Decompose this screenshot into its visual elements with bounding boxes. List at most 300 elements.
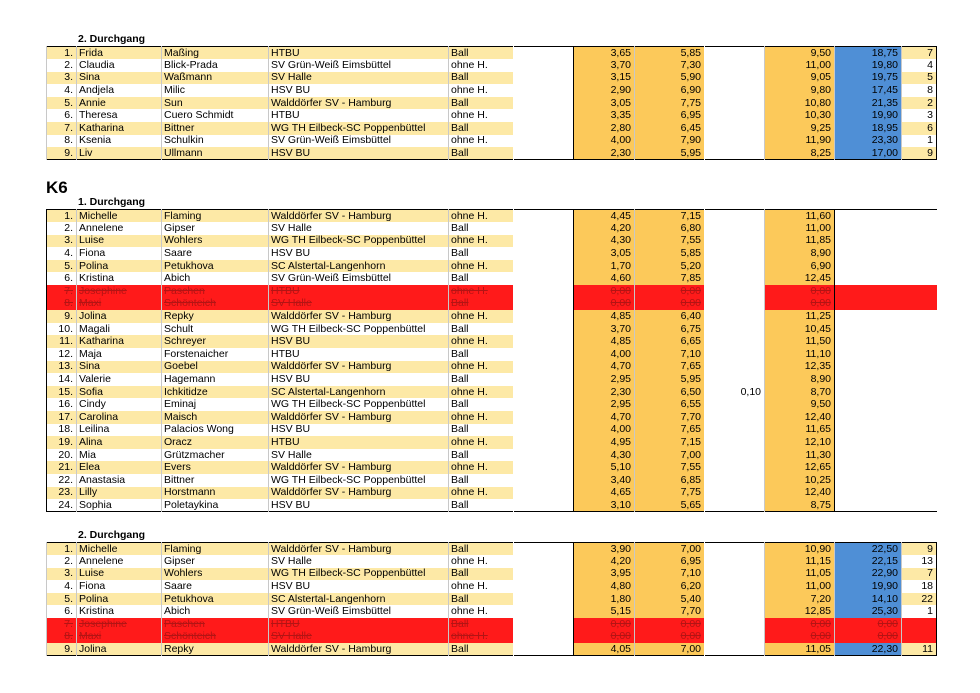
last-name: Horstmann (162, 487, 269, 500)
difficulty-score: 4,00 (574, 348, 635, 361)
difficulty-score: 2,30 (574, 147, 635, 160)
execution-score: 6,45 (635, 122, 705, 135)
round-score: 9,50 (765, 47, 835, 60)
round-score: 10,90 (765, 543, 835, 556)
execution-score: 6,55 (635, 398, 705, 411)
club-name: SV Halle (269, 555, 449, 568)
club-name: SC Alstertal-Langenhorn (269, 386, 449, 399)
round-score: 9,80 (765, 84, 835, 97)
penalty: 0,10 (705, 386, 765, 399)
club-name: HSV BU (269, 424, 449, 437)
club-name: SV Grün-Weiß Eimsbüttel (269, 135, 449, 148)
apparatus: Ball (449, 474, 514, 487)
apparatus: Ball (449, 122, 514, 135)
difficulty-score: 4,20 (574, 555, 635, 568)
club-name: SV Grün-Weiß Eimsbüttel (269, 605, 449, 618)
round-score: 11,85 (765, 235, 835, 248)
club-name: HSV BU (269, 247, 449, 260)
apparatus: Ball (449, 373, 514, 386)
gap-cell (514, 643, 574, 656)
round-score: 11,65 (765, 424, 835, 437)
last-name: Oracz (162, 436, 269, 449)
penalty (705, 323, 765, 336)
empty-cell (835, 487, 937, 500)
last-name: Grützmacher (162, 449, 269, 462)
penalty (705, 436, 765, 449)
gap-cell (514, 109, 574, 122)
table-row (47, 135, 937, 148)
penalty (705, 631, 765, 644)
gap-cell (514, 97, 574, 110)
rank: 5 (902, 72, 937, 85)
empty-cell (835, 499, 937, 512)
table-row (47, 543, 937, 556)
total-score: 21,35 (835, 97, 902, 110)
club-name: Walddörfer SV - Hamburg (269, 97, 449, 110)
total-score: 19,75 (835, 72, 902, 85)
club-name: HTBU (269, 436, 449, 449)
table-row-disqualified (47, 285, 937, 298)
gap-cell (514, 618, 574, 631)
penalty (705, 135, 765, 148)
start-number: 2. (47, 555, 77, 568)
club-name: SV Halle (269, 298, 449, 311)
rank: 1 (902, 605, 937, 618)
penalty (705, 72, 765, 85)
penalty (705, 568, 765, 581)
difficulty-score: 4,80 (574, 580, 635, 593)
execution-score: 7,70 (635, 605, 705, 618)
start-number: 1. (47, 543, 77, 556)
first-name: Ksenia (77, 135, 162, 148)
club-name: HSV BU (269, 84, 449, 97)
total-score: 17,45 (835, 84, 902, 97)
empty-cell (835, 373, 937, 386)
gap-cell (514, 147, 574, 160)
empty-cell (835, 348, 937, 361)
table-row (47, 260, 937, 273)
apparatus: ohne H. (449, 109, 514, 122)
execution-score: 6,75 (635, 323, 705, 336)
start-number: 7. (47, 122, 77, 135)
penalty (705, 247, 765, 260)
difficulty-score: 2,80 (574, 122, 635, 135)
round-score: 11,00 (765, 222, 835, 235)
empty-cell (835, 436, 937, 449)
table-row (47, 222, 937, 235)
table-row (47, 122, 937, 135)
penalty (705, 643, 765, 656)
apparatus: ohne H. (449, 487, 514, 500)
round-score: 12,10 (765, 436, 835, 449)
start-number: 4. (47, 84, 77, 97)
difficulty-score: 4,70 (574, 411, 635, 424)
apparatus: ohne H. (449, 84, 514, 97)
apparatus: Ball (449, 47, 514, 60)
rank: 9 (902, 147, 937, 160)
difficulty-score: 1,70 (574, 260, 635, 273)
rank: 8 (902, 84, 937, 97)
club-name: WG TH Eilbeck-SC Poppenbüttel (269, 474, 449, 487)
start-number: 22. (47, 474, 77, 487)
execution-score: 6,95 (635, 555, 705, 568)
empty-cell (835, 310, 937, 323)
last-name: Abich (162, 605, 269, 618)
rank: 9 (902, 543, 937, 556)
first-name: Annelene (77, 555, 162, 568)
club-name: WG TH Eilbeck-SC Poppenbüttel (269, 235, 449, 248)
table-row (47, 247, 937, 260)
club-name: HTBU (269, 109, 449, 122)
difficulty-score: 4,85 (574, 310, 635, 323)
difficulty-score: 0,00 (574, 631, 635, 644)
table-row (47, 47, 937, 60)
penalty (705, 361, 765, 374)
empty-cell (835, 210, 937, 223)
start-number: 5. (47, 97, 77, 110)
difficulty-score: 4,95 (574, 436, 635, 449)
first-name: Maxi (77, 298, 162, 311)
first-name: Annelene (77, 222, 162, 235)
total-score: 22,15 (835, 555, 902, 568)
rank: 2 (902, 97, 937, 110)
last-name: Schulkin (162, 135, 269, 148)
club-name: SV Halle (269, 222, 449, 235)
difficulty-score: 0,00 (574, 298, 635, 311)
start-number: 12. (47, 348, 77, 361)
last-name: Forstenaicher (162, 348, 269, 361)
apparatus: ohne H. (449, 285, 514, 298)
round-score: 11,30 (765, 449, 835, 462)
start-number: 9. (47, 310, 77, 323)
penalty (705, 210, 765, 223)
difficulty-score: 4,20 (574, 222, 635, 235)
difficulty-score: 4,00 (574, 424, 635, 437)
first-name: Katharina (77, 122, 162, 135)
start-number: 7. (47, 285, 77, 298)
club-name: Walddörfer SV - Hamburg (269, 543, 449, 556)
first-name: Michelle (77, 210, 162, 223)
execution-score: 7,65 (635, 361, 705, 374)
apparatus: ohne H. (449, 580, 514, 593)
empty-cell (835, 235, 937, 248)
difficulty-score: 4,70 (574, 361, 635, 374)
gap-cell (514, 335, 574, 348)
penalty (705, 555, 765, 568)
execution-score: 7,30 (635, 59, 705, 72)
apparatus: Ball (449, 222, 514, 235)
last-name: Gipser (162, 555, 269, 568)
penalty (705, 424, 765, 437)
last-name: Blick-Prada (162, 59, 269, 72)
first-name: Elea (77, 461, 162, 474)
difficulty-score: 4,00 (574, 135, 635, 148)
start-number: 8. (47, 631, 77, 644)
execution-score: 6,95 (635, 109, 705, 122)
difficulty-score: 4,65 (574, 487, 635, 500)
first-name: Luise (77, 568, 162, 581)
rank (902, 618, 937, 631)
apparatus: Ball (449, 147, 514, 160)
execution-score: 6,65 (635, 335, 705, 348)
penalty (705, 222, 765, 235)
start-number: 5. (47, 260, 77, 273)
gap-cell (514, 487, 574, 500)
apparatus: Ball (449, 323, 514, 336)
apparatus: ohne H. (449, 135, 514, 148)
table-row (47, 323, 937, 336)
block-heading-top: 2. Durchgang (78, 33, 146, 45)
total-score: 0,00 (835, 631, 902, 644)
penalty (705, 84, 765, 97)
difficulty-score: 3,05 (574, 247, 635, 260)
execution-score: 0,00 (635, 298, 705, 311)
last-name: Sun (162, 97, 269, 110)
table-row (47, 555, 937, 568)
first-name: Alina (77, 436, 162, 449)
round-score: 11,00 (765, 580, 835, 593)
gap-cell (514, 72, 574, 85)
execution-score: 0,00 (635, 618, 705, 631)
club-name: HSV BU (269, 147, 449, 160)
last-name: Maisch (162, 411, 269, 424)
empty-cell (835, 398, 937, 411)
apparatus: ohne H. (449, 235, 514, 248)
round-score: 8,90 (765, 247, 835, 260)
start-number: 18. (47, 424, 77, 437)
last-name: Evers (162, 461, 269, 474)
round-score: 11,50 (765, 335, 835, 348)
first-name: Magali (77, 323, 162, 336)
start-number: 1. (47, 210, 77, 223)
club-name: HTBU (269, 348, 449, 361)
last-name: Hagemann (162, 373, 269, 386)
penalty (705, 474, 765, 487)
apparatus: ohne H. (449, 59, 514, 72)
club-name: SV Grün-Weiß Eimsbüttel (269, 59, 449, 72)
gap-cell (514, 411, 574, 424)
club-name: SC Alstertal-Langenhorn (269, 260, 449, 273)
execution-score: 7,55 (635, 235, 705, 248)
gap-cell (514, 436, 574, 449)
difficulty-score: 5,15 (574, 605, 635, 618)
penalty (705, 147, 765, 160)
gap-cell (514, 386, 574, 399)
execution-score: 6,90 (635, 84, 705, 97)
execution-score: 5,85 (635, 247, 705, 260)
start-number: 3. (47, 568, 77, 581)
results-table-k6-round2 (46, 542, 937, 656)
gap-cell (514, 474, 574, 487)
apparatus: Ball (449, 272, 514, 285)
round-score: 11,15 (765, 555, 835, 568)
round-score: 8,70 (765, 386, 835, 399)
start-number: 14. (47, 373, 77, 386)
total-score: 17,00 (835, 147, 902, 160)
first-name: Polina (77, 593, 162, 606)
penalty (705, 260, 765, 273)
start-number: 9. (47, 643, 77, 656)
empty-cell (835, 335, 937, 348)
first-name: Josephine (77, 618, 162, 631)
round-score: 7,20 (765, 593, 835, 606)
penalty (705, 398, 765, 411)
table-row (47, 272, 937, 285)
table-row (47, 335, 937, 348)
gap-cell (514, 580, 574, 593)
execution-score: 7,10 (635, 348, 705, 361)
table-row (47, 398, 937, 411)
empty-cell (835, 424, 937, 437)
round-score: 6,90 (765, 260, 835, 273)
table-row (47, 235, 937, 248)
gap-cell (514, 593, 574, 606)
rank: 7 (902, 568, 937, 581)
first-name: Maxi (77, 631, 162, 644)
gap-cell (514, 285, 574, 298)
start-number: 2. (47, 59, 77, 72)
penalty (705, 272, 765, 285)
penalty (705, 348, 765, 361)
start-number: 20. (47, 449, 77, 462)
difficulty-score: 3,95 (574, 568, 635, 581)
table-row (47, 643, 937, 656)
apparatus: Ball (449, 593, 514, 606)
round-score: 11,05 (765, 643, 835, 656)
start-number: 3. (47, 235, 77, 248)
apparatus: Ball (449, 424, 514, 437)
empty-cell (835, 386, 937, 399)
difficulty-score: 3,15 (574, 72, 635, 85)
gap-cell (514, 543, 574, 556)
round-score: 10,45 (765, 323, 835, 336)
last-name: Milic (162, 84, 269, 97)
first-name: Fiona (77, 247, 162, 260)
apparatus: ohne H. (449, 461, 514, 474)
first-name: Theresa (77, 109, 162, 122)
empty-cell (835, 323, 937, 336)
start-number: 9. (47, 147, 77, 160)
start-number: 21. (47, 461, 77, 474)
empty-cell (835, 361, 937, 374)
start-number: 1. (47, 47, 77, 60)
last-name: Petukhova (162, 593, 269, 606)
execution-score: 7,90 (635, 135, 705, 148)
club-name: HSV BU (269, 499, 449, 512)
table-row (47, 461, 937, 474)
gap-cell (514, 348, 574, 361)
empty-cell (835, 298, 937, 311)
total-score: 22,90 (835, 568, 902, 581)
start-number: 7. (47, 618, 77, 631)
execution-score: 5,90 (635, 72, 705, 85)
first-name: Carolina (77, 411, 162, 424)
round-score: 11,90 (765, 135, 835, 148)
last-name: Palacios Wong (162, 424, 269, 437)
execution-score: 6,50 (635, 386, 705, 399)
first-name: Annie (77, 97, 162, 110)
start-number: 3. (47, 72, 77, 85)
start-number: 24. (47, 499, 77, 512)
difficulty-score: 4,30 (574, 449, 635, 462)
last-name: Bittner (162, 474, 269, 487)
apparatus: Ball (449, 97, 514, 110)
round-score: 12,45 (765, 272, 835, 285)
round-score: 8,90 (765, 373, 835, 386)
table-row (47, 499, 937, 512)
last-name: Bittner (162, 122, 269, 135)
execution-score: 7,85 (635, 272, 705, 285)
total-score: 22,50 (835, 543, 902, 556)
table-row (47, 605, 937, 618)
execution-score: 7,00 (635, 543, 705, 556)
execution-score: 7,55 (635, 461, 705, 474)
first-name: Kristina (77, 272, 162, 285)
round-score: 9,25 (765, 122, 835, 135)
table-row (47, 72, 937, 85)
gap-cell (514, 122, 574, 135)
table-row (47, 310, 937, 323)
first-name: Sina (77, 361, 162, 374)
round-score: 12,40 (765, 411, 835, 424)
penalty (705, 487, 765, 500)
empty-cell (835, 461, 937, 474)
execution-score: 7,00 (635, 449, 705, 462)
club-name: WG TH Eilbeck-SC Poppenbüttel (269, 398, 449, 411)
apparatus: Ball (449, 543, 514, 556)
first-name: Maja (77, 348, 162, 361)
empty-cell (835, 449, 937, 462)
gap-cell (514, 398, 574, 411)
round-score: 8,25 (765, 147, 835, 160)
first-name: Claudia (77, 59, 162, 72)
apparatus: Ball (449, 618, 514, 631)
club-name: SV Halle (269, 449, 449, 462)
club-name: Walddörfer SV - Hamburg (269, 361, 449, 374)
first-name: Andjela (77, 84, 162, 97)
first-name: Katharina (77, 335, 162, 348)
penalty (705, 122, 765, 135)
club-name: SV Halle (269, 631, 449, 644)
club-name: Walddörfer SV - Hamburg (269, 643, 449, 656)
difficulty-score: 3,65 (574, 47, 635, 60)
table-row-disqualified (47, 631, 937, 644)
last-name: Waßmann (162, 72, 269, 85)
execution-score: 6,85 (635, 474, 705, 487)
empty-cell (835, 260, 937, 273)
difficulty-score: 5,10 (574, 461, 635, 474)
penalty (705, 298, 765, 311)
start-number: 17. (47, 411, 77, 424)
last-name: Maßing (162, 47, 269, 60)
difficulty-score: 3,10 (574, 499, 635, 512)
club-name: WG TH Eilbeck-SC Poppenbüttel (269, 323, 449, 336)
gap-cell (514, 84, 574, 97)
execution-score: 6,20 (635, 580, 705, 593)
start-number: 13. (47, 361, 77, 374)
gap-cell (514, 361, 574, 374)
rank: 4 (902, 59, 937, 72)
round-score: 11,05 (765, 568, 835, 581)
first-name: Kristina (77, 605, 162, 618)
penalty (705, 335, 765, 348)
gap-cell (514, 298, 574, 311)
gap-cell (514, 222, 574, 235)
difficulty-score: 4,45 (574, 210, 635, 223)
last-name: Schult (162, 323, 269, 336)
penalty (705, 618, 765, 631)
first-name: Jolina (77, 310, 162, 323)
